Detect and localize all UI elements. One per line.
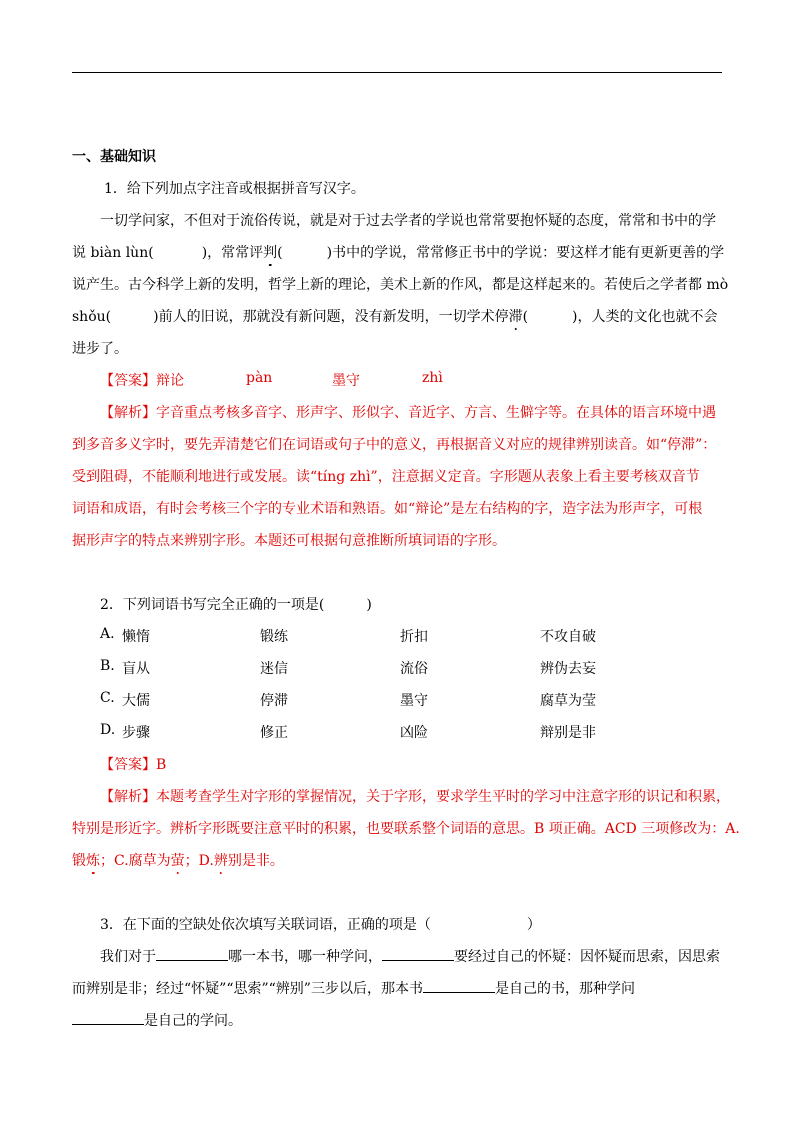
q2-prompt	[100, 594, 372, 614]
q3-prompt	[100, 914, 541, 934]
analysis-label: 【解析】	[100, 405, 156, 421]
fill-blank	[423, 978, 495, 993]
q1-analysis-line-2: 到多音多义字时，要先弄清楚它们在词语或句子中的意义，再根据音义对应的规律辨别读音。如“停滞”：	[72, 437, 717, 453]
option-word: 修正	[260, 725, 288, 741]
q1-prompt: 1．给下列加点字注音或根据拼音写汉字。	[104, 181, 365, 197]
q1-answer-3: 墨守	[332, 373, 360, 389]
text: ）	[526, 917, 541, 933]
q1-answer	[100, 370, 156, 390]
header-rule	[72, 72, 722, 73]
option-word: 停滞	[260, 693, 288, 709]
text: 而辨别是非；经过“怀疑”“思索”“辨别”三步以后，那本书	[72, 981, 423, 997]
q2-analysis-line-3	[72, 850, 284, 870]
q2-analysis-line-2: 特别是形近字。辨析字形既要注意平时的积累，也要联系整个词语的意思。B 项正确。ACD 三项修改为：A.	[72, 821, 740, 837]
option-word: 辨伪去妄	[540, 661, 596, 677]
q1-analysis-line-5: 据形声字的特点来辨别字形。本题还可根据句意推断所填词语的字形。	[72, 533, 506, 549]
q1-analysis-line-4: 词语和成语，有时会考核三个字的专业术语和熟语。如“辩论”是左右结构的字，造字法为形声字，可根	[72, 501, 703, 517]
text: (	[522, 309, 529, 325]
text: 说 biàn lùn(	[72, 245, 154, 261]
text: 锻	[72, 853, 86, 869]
text: shǒu(	[72, 309, 112, 325]
text: 是自己的学问。	[144, 1013, 242, 1029]
q1-passage-line-1: 一切学问家，不但对于流俗传说，就是对于过去学者的学说也常常要抱怀疑的态度，常常和书中的学	[100, 213, 716, 229]
q1-answer-1: 辩论	[156, 373, 184, 389]
q1-analysis-line-3: 受到阻碍，不能顺利地进行或发展。读“tíng zhì”，注意据义定音。字形题从表象上看主要考核双音节	[72, 469, 700, 485]
text: 是自己的书，那种学问	[494, 981, 635, 997]
answer-label: 【答案】	[100, 757, 156, 773]
q1-passage-line-3: 说产生。古今科学上新的发明，哲学上新的理论，美术上新的作风，都是这样起来的。若使后之学者都 mò	[72, 277, 729, 293]
q1-passage-line-5: 进步了。	[72, 341, 128, 357]
option-word: 盲从	[122, 661, 150, 677]
analysis-label: 【解析】	[100, 789, 156, 805]
text: )，常常评	[201, 245, 264, 261]
option-word: 辩别是非	[540, 725, 596, 741]
q1-passage-line-2	[72, 242, 724, 262]
text: )	[366, 597, 372, 613]
option-label: B.	[100, 658, 115, 674]
option-label: C.	[100, 690, 115, 706]
option-word: 折扣	[400, 629, 428, 645]
option-word: 墨守	[400, 693, 428, 709]
option-word: 腐草为莹	[540, 693, 596, 709]
option-word: 迷信	[260, 661, 288, 677]
option-word: 流俗	[400, 661, 428, 677]
option-word: 锻练	[260, 629, 288, 645]
fill-blank	[72, 1010, 144, 1025]
q2-analysis-line-1	[100, 786, 730, 806]
section-title: 一、基础知识	[72, 149, 156, 165]
text: (	[277, 245, 283, 261]
option-word: 步骤	[122, 725, 150, 741]
text: 别是非。	[227, 853, 284, 869]
text: 字音重点考核多音字、形声字、形似字、音近字、方言、生僻字等。在具体的语言环境中遇	[156, 405, 716, 421]
q1-answer-2: pàn	[246, 370, 273, 386]
answer-label: 【答案】	[100, 373, 156, 389]
text: )，人类的文化也就不会	[572, 309, 718, 325]
q1-answer-4: zhì	[422, 370, 443, 386]
text: )前人的旧说，那就没有新问题，没有新发明，一切学术停	[153, 309, 509, 325]
option-word: 懒惰	[122, 629, 150, 645]
fill-blank	[382, 946, 454, 961]
text: 要经过自己的怀疑：因怀疑而思索，因思索	[454, 949, 720, 965]
text: 哪一本书，哪一种学问，	[228, 949, 382, 965]
text: ；C.腐草为	[100, 853, 171, 869]
q3-line-3	[72, 1010, 242, 1030]
option-label: A.	[100, 626, 115, 642]
dotted-char: 滞	[509, 306, 523, 326]
fill-blank	[156, 946, 228, 961]
option-word: 凶险	[400, 725, 428, 741]
option-label: D.	[100, 722, 116, 738]
option-word: 不攻自破	[540, 629, 596, 645]
dotted-char: 辨	[214, 850, 228, 870]
option-word: 大儒	[122, 693, 150, 709]
q1-analysis-line-1	[100, 402, 716, 422]
text: )书中的学说，常常修正书中的学说：要这样才能有更新更善的学	[326, 245, 725, 261]
text: ；D.	[184, 853, 214, 869]
dotted-char: 判	[263, 242, 277, 262]
text: 本题考查学生对字形的掌握情况，关于字形，要求学生平时的学习中注意字形的识记和积累，	[156, 789, 730, 805]
text: 我们对于	[100, 949, 156, 965]
text: 3．在下面的空缺处依次填写关联词语，正确的项是（	[100, 917, 431, 933]
q1-passage-line-4	[72, 306, 718, 326]
dotted-char: 炼	[86, 850, 100, 870]
q2-answer	[100, 754, 166, 774]
q3-line-1	[100, 946, 720, 966]
q3-line-2	[72, 978, 635, 998]
answer-value: B	[156, 757, 167, 773]
dotted-char: 萤	[171, 850, 185, 870]
text: 2．下列词语书写完全正确的一项是(	[100, 597, 325, 613]
